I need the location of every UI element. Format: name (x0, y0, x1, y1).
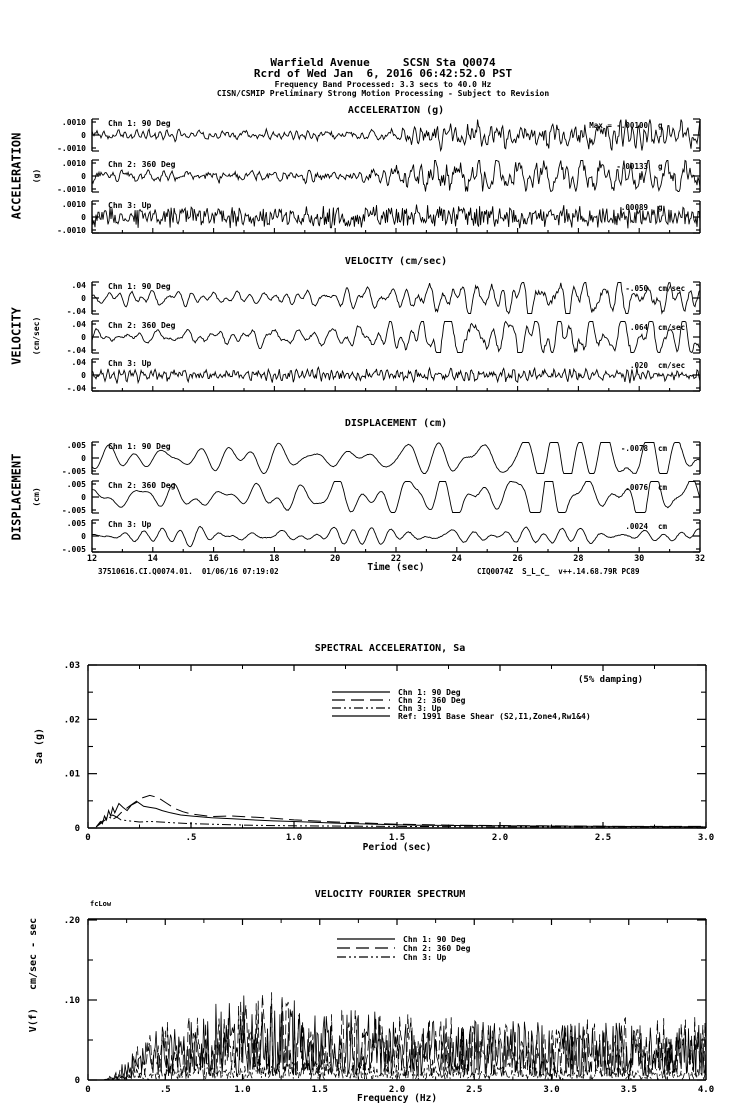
waveform-acceleration-chn3 (92, 205, 700, 229)
acceleration-axis-unit: (g) (31, 168, 41, 184)
time-tick-label: 16 (208, 554, 219, 564)
acceleration-axis-label: ACCELERATION (9, 132, 24, 220)
waveform-velocity-chn1 (92, 283, 700, 314)
fourier-y-tick-label: .10 (63, 996, 80, 1006)
y-tick-label: .005 (66, 480, 86, 489)
y-tick-label: .005 (66, 519, 86, 528)
displacement-section-title: DISPLACEMENT (cm) (344, 418, 448, 429)
peak-annotation: .064 (629, 323, 648, 332)
peak-unit: cm (658, 444, 668, 453)
y-tick-label: -.0010 (57, 185, 86, 194)
peak-unit: cm/sec (658, 323, 686, 332)
y-tick-label: 0 (81, 493, 86, 502)
fourier-x-tick-label: 2.0 (388, 1085, 406, 1095)
sa-legend-label: Chn 1: 90 Deg (398, 688, 461, 697)
time-tick-label: 26 (512, 554, 523, 564)
y-tick-label: -.005 (61, 506, 86, 515)
velocity-axis-label: VELOCITY (9, 307, 24, 365)
channel-label: Chn 2: 360 Deg (108, 160, 176, 169)
y-tick-label: .0010 (61, 159, 86, 168)
peak-unit: cm/sec (658, 361, 686, 370)
sa-x-tick-label: 2.5 (594, 833, 612, 843)
time-tick-label: 32 (694, 554, 706, 564)
record-date: Rcrd of Wed Jan 6, 2016 06:42:52.0 PST (253, 67, 513, 80)
displacement-axis-label: DISPLACEMENT (9, 453, 24, 541)
displacement-axis-unit: (cm) (31, 487, 41, 507)
fourier-legend-label: Chn 2: 360 Deg (403, 944, 471, 953)
y-tick-label: 0 (81, 172, 86, 181)
fourier-x-tick-label: 3.0 (543, 1085, 560, 1095)
waveform-velocity-chn2 (92, 322, 700, 353)
sa-x-tick-label: .5 (185, 833, 197, 843)
time-tick-label: 24 (451, 554, 462, 564)
sa-plot-title: SPECTRAL ACCELERATION, Sa (314, 643, 466, 654)
y-tick-label: 0 (81, 333, 86, 342)
waveform-displacement-chn2 (92, 482, 700, 513)
frequency-band-note: Frequency Band Processed: 3.3 secs to 40.0 Hz (274, 80, 492, 89)
channel-label: Chn 3: Up (108, 201, 152, 210)
sa-y-axis-label: Sa (g) (33, 727, 45, 765)
channel-label: Chn 1: 90 Deg (108, 119, 171, 128)
record-id-footer: 37510616.CI.Q0074.01. 01/06/16 07:19:02 (98, 567, 279, 576)
sa-x-tick-label: 2.0 (491, 833, 509, 843)
waveform-velocity-chn3 (92, 367, 700, 383)
channel-label: Chn 1: 90 Deg (108, 442, 171, 451)
peak-unit: g (658, 162, 663, 171)
fourier-x-tick-label: 1.5 (311, 1085, 328, 1095)
channel-label: Chn 3: Up (108, 359, 152, 368)
sa-x-tick-label: 0 (85, 833, 91, 843)
y-tick-label: -.04 (66, 346, 86, 355)
fourier-x-tick-label: 3.5 (620, 1085, 637, 1095)
y-tick-label: .04 (71, 281, 86, 290)
peak-unit: cm (658, 483, 668, 492)
y-tick-label: .04 (71, 320, 86, 329)
peak-annotation: .00089 (620, 203, 648, 212)
velocity-axis-unit: (cm/sec) (31, 316, 41, 356)
peak-annotation: Max = -.00100 (589, 121, 648, 130)
time-tick-label: 18 (269, 554, 280, 564)
processing-id-footer: CIQ0074Z S_L_C_ v++.14.68.79R PC89 (477, 567, 640, 576)
sa-y-tick-label: 0 (74, 824, 80, 834)
sa-legend-label: Chn 2: 360 Deg (398, 696, 466, 705)
time-tick-label: 22 (390, 554, 402, 564)
channel-label: Chn 2: 360 Deg (108, 321, 176, 330)
channel-label: Chn 1: 90 Deg (108, 282, 171, 291)
sa-y-tick-label: .01 (63, 769, 80, 780)
fourier-plot-title: VELOCITY FOURIER SPECTRUM (314, 889, 466, 900)
processing-note: CISN/CSMIP Preliminary Strong Motion Processing - Subject to Revision (216, 89, 550, 98)
y-tick-label: 0 (81, 294, 86, 303)
y-tick-label: -.0010 (57, 226, 86, 235)
fourier-x-axis-label: Frequency (Hz) (356, 1093, 438, 1104)
y-tick-label: -.0010 (57, 144, 86, 153)
peak-unit: cm (658, 522, 668, 531)
acceleration-section-title: ACCELERATION (g) (347, 105, 445, 116)
fclow-corner-label: fcLow (90, 900, 112, 908)
y-tick-label: 0 (81, 213, 86, 222)
sa-x-axis-label: Period (sec) (362, 842, 432, 853)
fourier-x-tick-label: 0 (85, 1085, 91, 1095)
fourier-x-tick-label: .5 (159, 1085, 171, 1095)
y-tick-label: .0010 (61, 118, 86, 127)
sa-x-tick-label: 1.0 (285, 833, 303, 843)
y-tick-label: .0010 (61, 200, 86, 209)
y-tick-label: -.04 (66, 307, 86, 316)
waveform-acceleration-chn2 (92, 161, 700, 192)
peak-unit: g (658, 121, 663, 130)
time-tick-label: 14 (147, 554, 158, 564)
peak-annotation: -.050 (625, 284, 648, 293)
sa-x-tick-label: 3.0 (697, 833, 715, 843)
time-tick-label: 28 (573, 554, 584, 564)
peak-annotation: -.00133 (616, 162, 648, 171)
fourier-curve-190 (88, 996, 706, 1081)
fourier-y-tick-label: .20 (63, 916, 80, 926)
peak-unit: g (658, 203, 663, 212)
sa-legend-label: Ref: 1991 Base Shear (S2,I1,Zone4,Rw1&4) (398, 712, 591, 721)
sa-y-tick-label: .03 (63, 661, 80, 671)
time-axis-label: Time (sec) (367, 562, 425, 573)
damping-note: (5% damping) (578, 675, 644, 685)
fourier-y-axis-label: V(f) cm/sec - sec (27, 917, 39, 1033)
station-title: Warfield Avenue SCSN Sta Q0074 (270, 56, 496, 69)
fourier-x-tick-label: 1.0 (234, 1085, 251, 1095)
sa-curve-190 (96, 802, 706, 827)
peak-annotation: .0076 (625, 483, 648, 492)
velocity-section-title: VELOCITY (cm/sec) (344, 256, 448, 267)
waveform-displacement-chn3 (92, 526, 700, 546)
fourier-x-tick-label: 4.0 (697, 1085, 715, 1095)
y-tick-label: .005 (66, 441, 86, 450)
fourier-legend-label: Chn 1: 90 Deg (403, 935, 466, 944)
time-tick-label: 20 (330, 554, 341, 564)
peak-unit: cm/sec (658, 284, 686, 293)
y-tick-label: 0 (81, 454, 86, 463)
y-tick-label: .04 (71, 358, 86, 367)
y-tick-label: 0 (81, 532, 86, 541)
time-tick-label: 30 (634, 554, 645, 564)
peak-annotation: .0024 (625, 522, 648, 531)
sa-y-tick-label: .02 (63, 715, 80, 726)
time-tick-label: 12 (86, 554, 98, 564)
sa-x-tick-label: 1.5 (388, 833, 406, 843)
y-tick-label: -.04 (66, 384, 86, 393)
fourier-curve-3 (88, 1059, 706, 1080)
fourier-y-tick-label: 0 (74, 1076, 80, 1086)
peak-annotation: .020 (629, 361, 648, 370)
waveform-displacement-chn1 (92, 443, 700, 474)
y-tick-label: -.005 (61, 467, 86, 476)
y-tick-label: -.005 (61, 545, 86, 554)
fourier-x-tick-label: 2.5 (466, 1085, 483, 1095)
channel-label: Chn 3: Up (108, 520, 152, 529)
y-tick-label: 0 (81, 371, 86, 380)
sa-curve-2360 (96, 795, 706, 827)
peak-annotation: -.0078 (620, 444, 648, 453)
fourier-legend-label: Chn 3: Up (403, 953, 447, 962)
y-tick-label: 0 (81, 131, 86, 140)
channel-label: Chn 2: 360 Deg (108, 481, 176, 490)
sa-legend-label: Chn 3: Up (398, 704, 442, 713)
